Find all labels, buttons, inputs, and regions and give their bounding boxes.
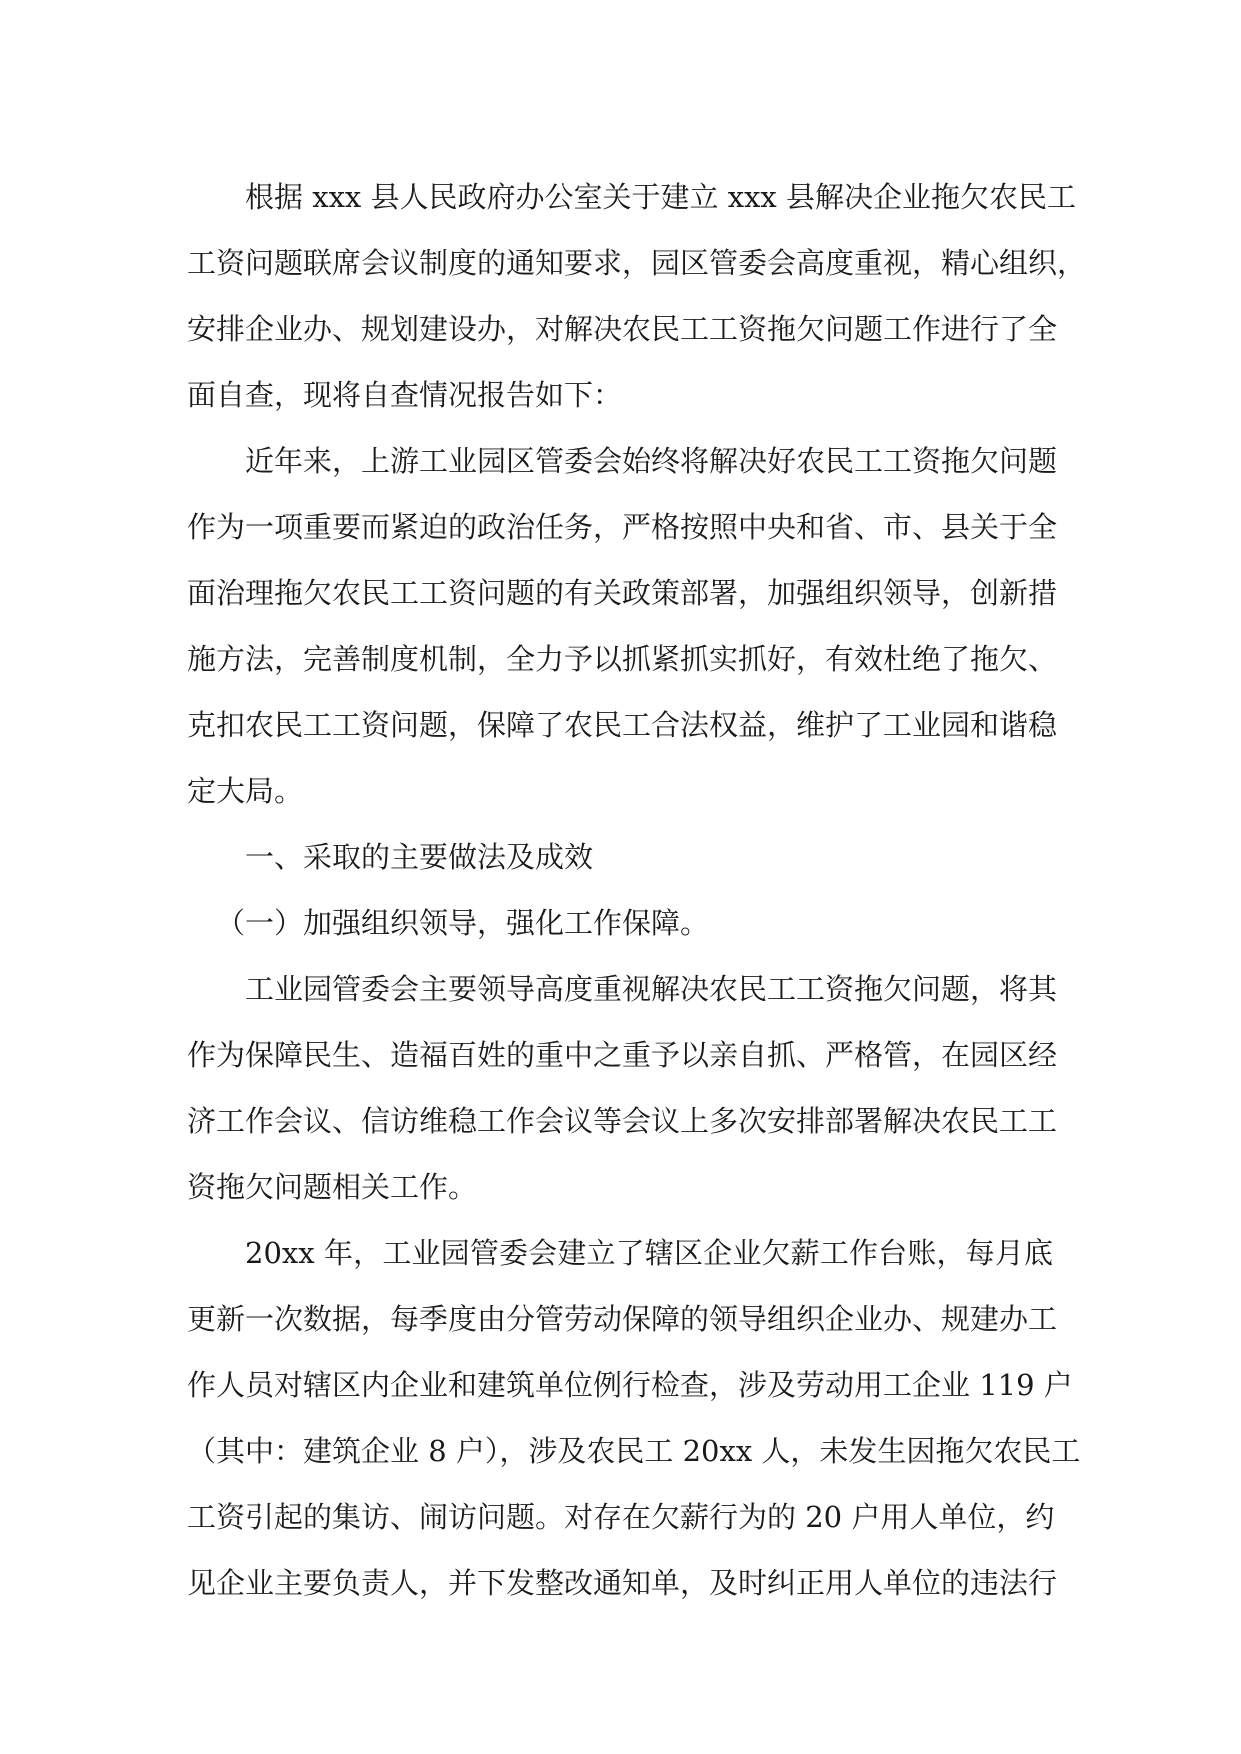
paragraph-4-line-3: 作人员对辖区内企业和建筑单位例行检查，涉及劳动用工企业 119 户 [187,1368,1073,1402]
paragraph-3-line-4: 资拖欠问题相关工作。 [187,1170,478,1204]
paragraph-2-line-3: 面治理拖欠农民工工资问题的有关政策部署，加强组织领导，创新措 [187,576,1058,610]
paragraph-4-line-5: 工资引起的集访、闹访问题。对存在欠薪行为的 20 户用人单位，约 [187,1500,1055,1534]
paragraph-1-line-4: 面自查，现将自查情况报告如下： [187,378,623,412]
subsection-heading-1: （一）加强组织领导，强化工作保障。 [216,906,710,940]
paragraph-1-line-1: 根据 xxx 县人民政府办公室关于建立 xxx 县解决企业拖欠农民工 [245,180,1077,214]
paragraph-4-line-2: 更新一次数据，每季度由分管劳动保障的领导组织企业办、规建办工 [187,1302,1058,1336]
paragraph-4-line-1: 20xx 年，工业园管委会建立了辖区企业欠薪工作台账，每月底 [245,1236,1053,1270]
paragraph-2-line-5: 克扣农民工工资问题，保障了农民工合法权益，维护了工业园和谐稳 [187,708,1058,742]
paragraph-4-line-6: 见企业主要负责人，并下发整改通知单，及时纠正用人单位的违法行 [187,1566,1058,1600]
paragraph-3-line-3: 济工作会议、信访维稳工作会议等会议上多次安排部署解决农民工工 [187,1104,1058,1138]
paragraph-2-line-1: 近年来，上游工业园区管委会始终将解决好农民工工资拖欠问题 [245,444,1058,478]
paragraph-2-line-4: 施方法，完善制度机制，全力予以抓紧抓实抓好，有效杜绝了拖欠、 [187,642,1058,676]
paragraph-2-line-6: 定大局。 [187,774,304,808]
document-body [187,164,1087,1616]
section-heading-1: 一、采取的主要做法及成效 [245,840,594,874]
paragraph-1-line-2: 工资问题联席会议制度的通知要求，园区管委会高度重视，精心组织， [187,246,1087,280]
paragraph-3-line-1: 工业园管委会主要领导高度重视解决农民工工资拖欠问题，将其 [245,972,1058,1006]
paragraph-2-line-2: 作为一项重要而紧迫的政治任务，严格按照中央和省、市、县关于全 [187,510,1058,544]
paragraph-4-line-4: （其中：建筑企业 8 户），涉及农民工 20xx 人，未发生因拖欠农民工 [187,1434,1081,1468]
paragraph-3-line-2: 作为保障民生、造福百姓的重中之重予以亲自抓、严格管，在园区经 [187,1038,1058,1072]
paragraph-1-line-3: 安排企业办、规划建设办，对解决农民工工资拖欠问题工作进行了全 [187,312,1058,346]
